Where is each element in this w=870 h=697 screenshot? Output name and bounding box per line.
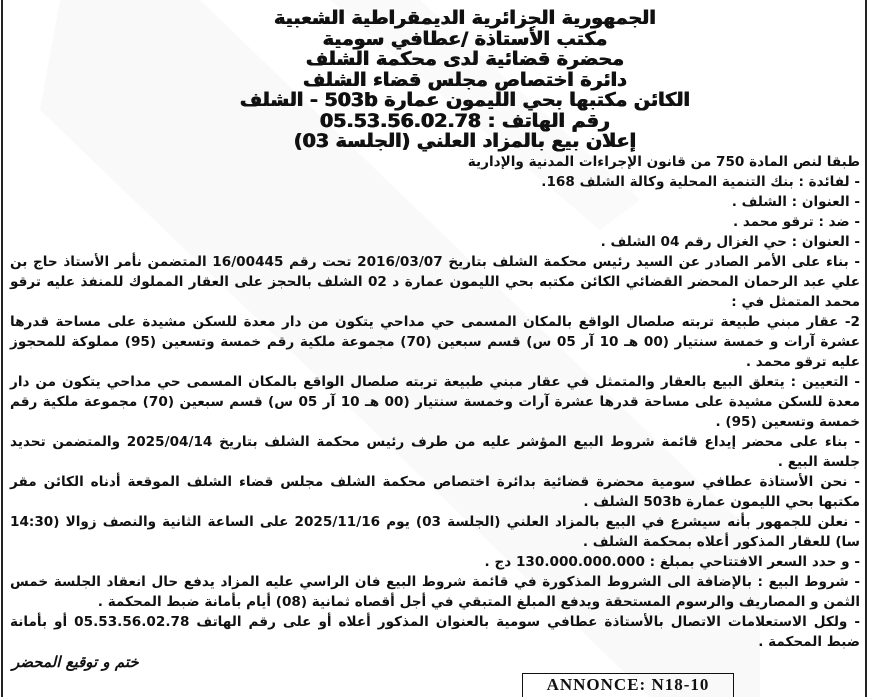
office-name: مكتب الأستاذة /عطافي سومية <box>322 27 608 50</box>
beneficiary: - لفائدة : بنك التنمية المحلية وكالة الشلف 168. <box>541 174 860 190</box>
notice-header <box>60 8 870 152</box>
jurisdiction: دائرة اختصاص مجلس قضاء الشلف <box>303 68 627 91</box>
bailiff-declaration: - نحن الأستاذة عطافي سومية محضرة قضائية بدائرة اختصاص محكمة الشلف مجلس قضاء الشلف الموقعة أدناه الكائن مقر مكتبها بحي الليمون عمارة 503b الشلف . <box>10 474 860 510</box>
office-address: الكائن مكتبها بحي الليمون عمارة 503b - الشلف <box>240 89 690 111</box>
annonce-number: ANNONCE: N18-10 <box>522 673 734 697</box>
phone-number: رقم الهاتف : 05.53.56.02.78 <box>320 109 610 132</box>
seizure-order: - بناء على الأمر الصادر عن السيد رئيس محكمة الشلف بتاريخ 2016/03/07 تحت رقم 16/00445 المتضمن نأمر الأستاذ حاج بن علي عبد الرحمان المحضر القضائي الكائن مكتبه بحي الليمون عمارة د 02 الشلف بالحجز على العقار المملوك للمنفذ عليه ترقو محمد المتمثل في : <box>10 254 860 310</box>
conditions-filing: - بناء على محضر إيداع قائمة شروط البيع المؤشر عليه من طرف رئيس محكمة الشلف بتاريخ 2025/04/14 والمتضمن تحديد جلسة البيع . <box>10 434 860 470</box>
bailiff-title: محضرة قضائية لدى محكمة الشلف <box>305 48 625 70</box>
country-name: الجمهورية الجزائرية الديمقراطية الشعبية <box>274 7 656 29</box>
legal-basis: طبقا لنص المادة 750 من قانون الإجراءات المدنية والإدارية <box>467 154 860 170</box>
property-description: 2- عقار مبني طبيعة تربته صلصال الواقع بالمكان المسمى حي مداحي يتكون من دار معدة للسكن مشيدة على مساحة قدرها عشرة آرات و خمسة سنتيار (00 هـ 10 آر 05 س) قسم سبعين (70) مجموعة ملكية رقم خمسة وتسعين (95) مملوكة للمحجوز عليه ترقو محمد . <box>10 314 861 370</box>
debtor: - ضد : ترقو محمد . <box>732 214 860 230</box>
contact-info: - ولكل الاستعلامات الاتصال بالأستاذة عطافي سومية بالعنوان المذكور أعلاه أو على رقم الهاتف 05.53.56.02.78 أو بأمانة ضبط المحكمة . <box>10 614 860 650</box>
auction-announcement: - نعلن للجمهور بأنه سيشرع في البيع بالمزاد العلني (الجلسة 03) يوم 2025/11/16 على الساعة الثانية والنصف زوالا (14:30 سا) للعقار المذكور أعلاه بمحكمة الشلف . <box>10 514 860 550</box>
beneficiary-address: - العنوان : الشلف . <box>731 194 860 210</box>
debtor-address: - العنوان : حي الغزال رقم 04 الشلف . <box>600 234 860 250</box>
sale-conditions: - شروط البيع : بالإضافة الى الشروط المذكورة في قائمة شروط البيع فان الراسي عليه المزاد يدفع حال انعقاد الجلسة خمس الثمن و المصاريف والرسوم المستحقة ويدفع المبلغ المتبقي في أجل أقصاه ثمانية (08) أيام بأمانة ضبط المحكمة . <box>10 574 860 610</box>
notice-body <box>10 152 860 652</box>
notice-title: إعلان بيع بالمزاد العلني (الجلسة 03) <box>293 130 637 152</box>
opening-price: - و حدد السعر الافتتاحي بمبلغ : 130.000.000.000 دج . <box>484 554 860 570</box>
property-designation: - التعيين : يتعلق البيع بالعقار والمتمثل في عقار مبني طبيعة تربته صلصال الواقع بالمكان المسمى حي مداحي يتكون من دار معدة للسكن مشيدة على مساحة قدرها عشرة آرات وخمسة سنتيار (00 هـ 10 آر 05 س) قسم سبعين (70) مجموعة ملكية رقم خمسة وتسعين (95) . <box>10 374 861 430</box>
left-border-line <box>1 0 3 697</box>
stamp-signature-label: ختم و توقيع المحضر <box>12 653 139 671</box>
